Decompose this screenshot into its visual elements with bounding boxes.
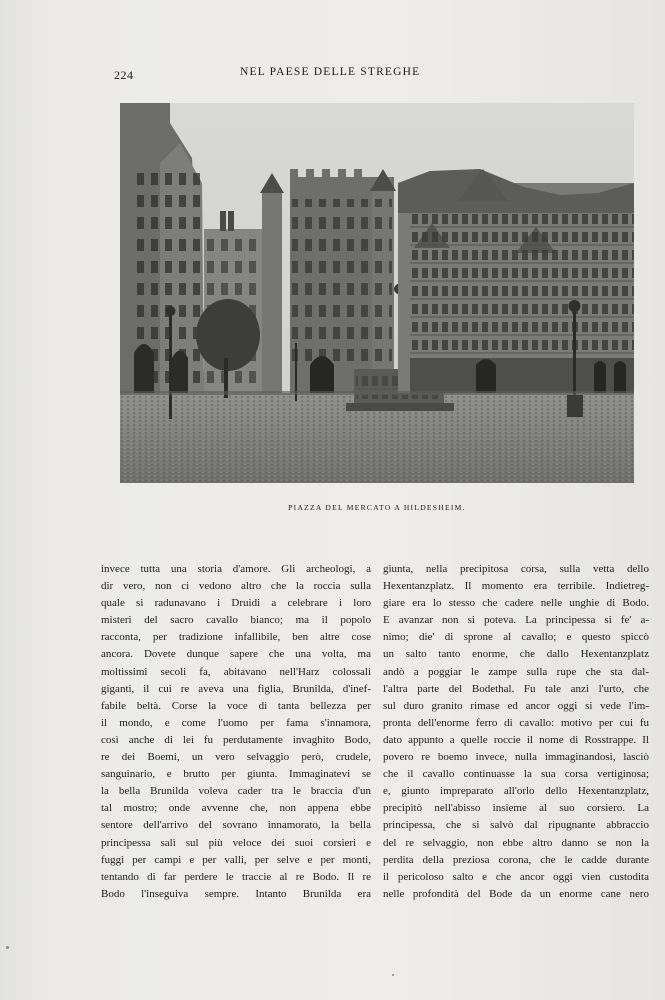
text-column-left (101, 561, 371, 903)
text-line: nimo; die' di sprone al cavallo; e questo spiccò (383, 631, 649, 644)
text-line: misteri del sacro cavallo bianco; ma il popolo (101, 614, 371, 627)
paper-speck (392, 974, 394, 976)
text-line: fuggì per campi e per valli, per selve e per monti, (101, 853, 371, 866)
text-line: invece tutta una storia d'amore. Gli archeologi, a (101, 563, 371, 575)
text-line: Hexentanzplatz. Il momento era terribile. Indietreg- (383, 580, 649, 593)
text-line: principessa salì sul più veloce dei suoi corsieri e (101, 836, 371, 849)
text-line: perdita della preziosa corona, che le cadde durante (383, 853, 649, 866)
text-line: quale si radunavano i Druidi a celebrare i loro (101, 597, 371, 610)
text-line: Bodo l'inseguiva sempre. Intanto Brunilda era (101, 887, 371, 900)
running-title: NEL PAESE DELLE STREGHE (240, 66, 421, 78)
text-line: dir vero, non ci vedono altro che la roccia sulla (101, 580, 371, 593)
figure-caption: PIAZZA DEL MERCATO A HILDESHEIM. (288, 503, 466, 512)
text-column-right (383, 561, 649, 903)
text-line: il pericoloso salto e che ancor oggi vien custodita (383, 870, 649, 883)
text-line: e, giunto impreparato all'orlo dello Hexentanzplatz, (383, 785, 649, 798)
market-square-photograph (120, 103, 634, 483)
text-line: precipitò nell'abisso insieme al suo corsiero. La (383, 802, 649, 815)
text-line: giganti, il cui re aveva una figlia, Brunilda, d'inef- (101, 682, 371, 695)
page-number: 224 (114, 68, 134, 82)
text-line: la bella Brunilda voleva cader tra le braccia d'un (101, 785, 371, 798)
text-line: principessa, che si salvò dal ripugnante abbraccio (383, 819, 649, 832)
text-line: racconta, per tradizione infallibile, ben altre cose (101, 631, 371, 644)
text-line: re dei Boemi, un vero selvaggio però, crudele, (101, 751, 371, 764)
text-line: il mondo, e come l'uomo per fama s'innamora, (101, 716, 371, 729)
text-line: del re selvaggio, non ebbe altro danno se non la (383, 836, 649, 849)
text-line: giare era lo stesso che cadere nelle unghie di Bodo. (383, 597, 649, 610)
text-line: sanguinario, e brutto per giunta. Immaginatevi se (101, 768, 371, 781)
text-line: tentando di far perdere le traccie al re Bodo. Il re (101, 870, 371, 883)
text-line: andò a poggiar le zampe sulla rupe che sta dal- (383, 665, 649, 678)
text-line: moltissimi secoli fa, abitavano nell'Harz colossali (101, 665, 371, 678)
text-line: tal mostro; onde avvenne che, non appena ebbe (101, 802, 371, 815)
text-line: un salto tanto enorme, che dallo Hexentanzplatz (383, 648, 649, 661)
paper-speck (6, 946, 9, 949)
text-line: fabile beltà. Corse la voce di tanta bellezza per (101, 699, 371, 712)
text-line: nelle profondità del Bode da un enorme cane nero (383, 887, 649, 900)
text-line: sul duro granito rimase ed ancor oggi si vede l'im- (383, 699, 649, 712)
text-line: pronta dell'enorme ferro di cavallo: motivo per cui fu (383, 716, 649, 729)
text-line: ancora. Dovete dunque sapere che una volta, ma (101, 648, 371, 661)
text-line: l'altra parte del Bodethal. Fu tale anzi l'urto, che (383, 682, 649, 695)
text-line: dato appunto a quelle roccie il nome di Rosstrappe. Il (383, 733, 649, 746)
text-line: giunta, nella precipitosa corsa, sulla vetta dello (383, 563, 649, 575)
text-line: E avanzar non si poteva. La principessa si fe' a- (383, 614, 649, 627)
text-line: povero re boemo invece, nulla immaginandosi, lasciò (383, 751, 649, 764)
text-line: così anche di lei fu perdutamente invaghito Bodo, (101, 733, 371, 746)
text-line: sentore dell'arrivo del sovrano innamorato, la bella (101, 819, 371, 832)
text-line: che il cavallo continuasse la sua corsa vertiginosa; (383, 768, 649, 781)
